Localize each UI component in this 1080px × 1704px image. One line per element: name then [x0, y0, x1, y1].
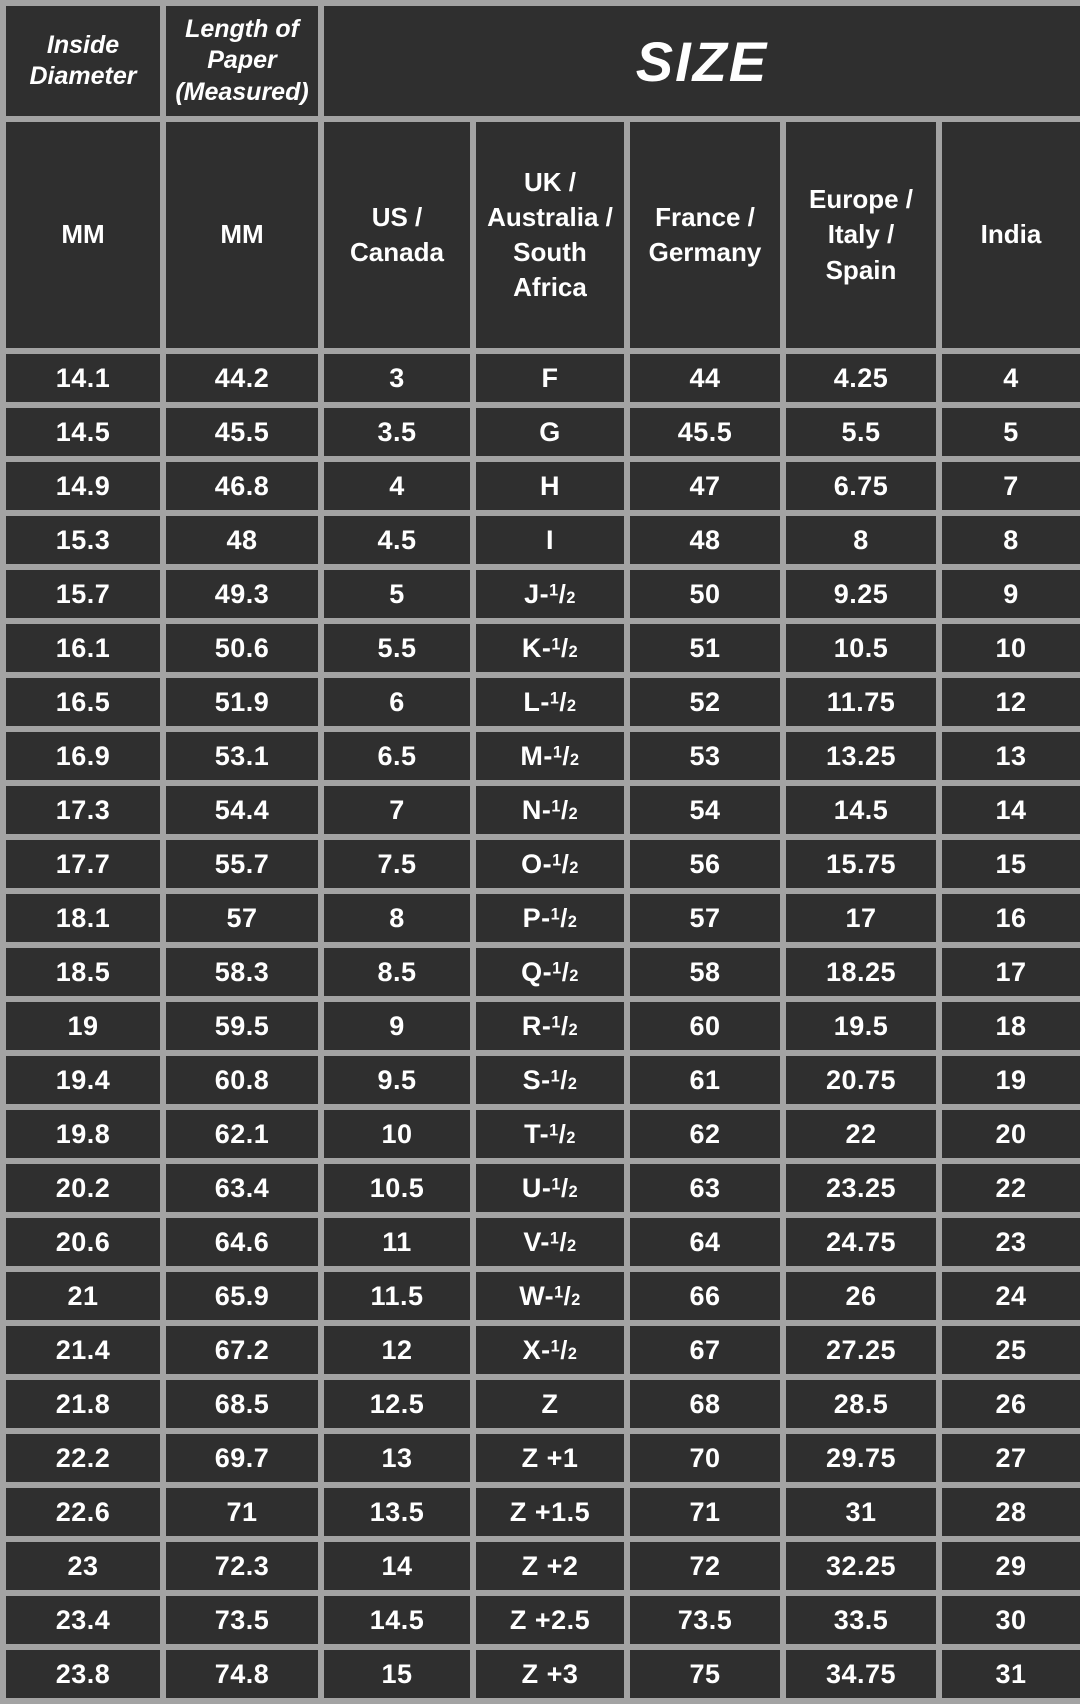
half-fraction: $^1$/2	[551, 1174, 579, 1203]
table-cell: 30	[939, 1593, 1080, 1647]
table-cell: 58.3	[163, 945, 321, 999]
table-cell: 14.9	[3, 459, 163, 513]
table-cell: 21.4	[3, 1323, 163, 1377]
column-header-inside-diameter-mm: MM	[3, 119, 163, 351]
half-fraction: $^1$/2	[549, 1120, 576, 1149]
table-cell: J-$^1$/2	[473, 567, 627, 621]
table-cell: G	[473, 405, 627, 459]
table-cell: X-$^1$/2	[473, 1323, 627, 1377]
table-cell: 73.5	[627, 1593, 783, 1647]
table-cell: U-$^1$/2	[473, 1161, 627, 1215]
table-cell: 7	[321, 783, 473, 837]
half-fraction: $^1$/2	[549, 1228, 577, 1257]
table-cell: 27	[939, 1431, 1080, 1485]
table-cell: 14.5	[321, 1593, 473, 1647]
table-cell: 19.4	[3, 1053, 163, 1107]
table-cell: 23	[3, 1539, 163, 1593]
table-cell: 22	[783, 1107, 939, 1161]
table-cell: 10	[321, 1107, 473, 1161]
table-cell: 21	[3, 1269, 163, 1323]
table-cell: 4	[321, 459, 473, 513]
table-cell: 14.5	[783, 783, 939, 837]
table-cell: 74.8	[163, 1647, 321, 1701]
table-cell: Z +1.5	[473, 1485, 627, 1539]
table-cell: O-$^1$/2	[473, 837, 627, 891]
table-cell: 10.5	[783, 621, 939, 675]
table-cell: 23.25	[783, 1161, 939, 1215]
table-cell: 13.5	[321, 1485, 473, 1539]
inside-diameter-group-header: Inside Diameter	[3, 3, 163, 119]
table-row	[3, 1323, 1080, 1377]
table-cell: 64.6	[163, 1215, 321, 1269]
table-cell: 5	[321, 567, 473, 621]
table-cell: 23.8	[3, 1647, 163, 1701]
table-cell: 72.3	[163, 1539, 321, 1593]
table-cell: V-$^1$/2	[473, 1215, 627, 1269]
table-cell: 63.4	[163, 1161, 321, 1215]
table-cell: 14	[939, 783, 1080, 837]
half-fraction: $^1$/2	[550, 1336, 578, 1365]
table-cell: 18.25	[783, 945, 939, 999]
table-cell: 11.5	[321, 1269, 473, 1323]
table-cell: K-$^1$/2	[473, 621, 627, 675]
table-cell: 48	[163, 513, 321, 567]
table-row	[3, 1053, 1080, 1107]
table-cell: 28.5	[783, 1377, 939, 1431]
table-cell: 53	[627, 729, 783, 783]
table-cell: P-$^1$/2	[473, 891, 627, 945]
table-cell: 72	[627, 1539, 783, 1593]
table-cell: 29	[939, 1539, 1080, 1593]
column-header-row	[3, 119, 1080, 351]
table-cell: 22	[939, 1161, 1080, 1215]
table-row	[3, 513, 1080, 567]
table-row	[3, 999, 1080, 1053]
table-cell: 12	[321, 1323, 473, 1377]
table-row	[3, 567, 1080, 621]
half-fraction: $^1$/2	[551, 796, 579, 825]
table-row	[3, 1161, 1080, 1215]
table-row	[3, 1107, 1080, 1161]
table-cell: 68	[627, 1377, 783, 1431]
table-row	[3, 1593, 1080, 1647]
size-group-header: SIZE	[321, 3, 1080, 119]
table-cell: 8	[783, 513, 939, 567]
table-row	[3, 783, 1080, 837]
table-cell: 60.8	[163, 1053, 321, 1107]
table-cell: 28	[939, 1485, 1080, 1539]
table-body	[3, 351, 1080, 1701]
table-cell: 10	[939, 621, 1080, 675]
table-cell: 13.25	[783, 729, 939, 783]
table-cell: 14.5	[3, 405, 163, 459]
column-header-europe-italy-spain: Europe / Italy / Spain	[783, 119, 939, 351]
table-row	[3, 1377, 1080, 1431]
table-cell: 18.5	[3, 945, 163, 999]
table-cell: 4.5	[321, 513, 473, 567]
table-cell: 27.25	[783, 1323, 939, 1377]
table-cell: M-$^1$/2	[473, 729, 627, 783]
table-cell: 3	[321, 351, 473, 405]
table-cell: 8	[321, 891, 473, 945]
table-cell: 14.1	[3, 351, 163, 405]
table-cell: W-$^1$/2	[473, 1269, 627, 1323]
table-cell: S-$^1$/2	[473, 1053, 627, 1107]
table-row	[3, 1215, 1080, 1269]
table-cell: 11.75	[783, 675, 939, 729]
table-cell: 9	[939, 567, 1080, 621]
table-cell: 16.9	[3, 729, 163, 783]
table-cell: 17.3	[3, 783, 163, 837]
table-cell: 9	[321, 999, 473, 1053]
table-cell: 16.1	[3, 621, 163, 675]
table-cell: 6.5	[321, 729, 473, 783]
table-cell: L-$^1$/2	[473, 675, 627, 729]
table-cell: 7.5	[321, 837, 473, 891]
table-cell: 63	[627, 1161, 783, 1215]
table-cell: 12.5	[321, 1377, 473, 1431]
table-cell: Z	[473, 1377, 627, 1431]
table-cell: 8.5	[321, 945, 473, 999]
table-cell: 16.5	[3, 675, 163, 729]
table-cell: 44	[627, 351, 783, 405]
half-fraction: $^1$/2	[554, 1282, 581, 1311]
table-cell: 15.3	[3, 513, 163, 567]
table-cell: 20.2	[3, 1161, 163, 1215]
table-cell: 50.6	[163, 621, 321, 675]
table-cell: 17	[783, 891, 939, 945]
table-cell: 71	[627, 1485, 783, 1539]
table-cell: 9.5	[321, 1053, 473, 1107]
table-cell: 21.8	[3, 1377, 163, 1431]
table-cell: Z +3	[473, 1647, 627, 1701]
table-cell: 4.25	[783, 351, 939, 405]
half-fraction: $^1$/2	[549, 580, 576, 609]
table-row	[3, 675, 1080, 729]
table-cell: 8	[939, 513, 1080, 567]
table-cell: 15	[321, 1647, 473, 1701]
table-cell: 52	[627, 675, 783, 729]
table-cell: 33.5	[783, 1593, 939, 1647]
table-row	[3, 1539, 1080, 1593]
table-cell: 5	[939, 405, 1080, 459]
table-cell: 70	[627, 1431, 783, 1485]
group-header-row	[3, 3, 1080, 119]
table-row	[3, 891, 1080, 945]
half-fraction: $^1$/2	[552, 742, 580, 771]
table-cell: 53.1	[163, 729, 321, 783]
column-header-paper-length-mm: MM	[163, 119, 321, 351]
table-cell: 26	[939, 1377, 1080, 1431]
column-header-france-germany: France / Germany	[627, 119, 783, 351]
table-cell: 15	[939, 837, 1080, 891]
table-row	[3, 1485, 1080, 1539]
table-row	[3, 1431, 1080, 1485]
table-cell: 62	[627, 1107, 783, 1161]
table-cell: 17.7	[3, 837, 163, 891]
table-row	[3, 729, 1080, 783]
table-cell: 4	[939, 351, 1080, 405]
table-cell: 18.1	[3, 891, 163, 945]
table-cell: 55.7	[163, 837, 321, 891]
table-cell: 24	[939, 1269, 1080, 1323]
half-fraction: $^1$/2	[551, 634, 579, 663]
table-cell: 19.8	[3, 1107, 163, 1161]
table-cell: 64	[627, 1215, 783, 1269]
table-row	[3, 621, 1080, 675]
table-cell: 73.5	[163, 1593, 321, 1647]
table-cell: 48	[627, 513, 783, 567]
table-cell: 13	[939, 729, 1080, 783]
table-cell: 46.8	[163, 459, 321, 513]
table-cell: 67	[627, 1323, 783, 1377]
table-cell: 7	[939, 459, 1080, 513]
table-cell: 26	[783, 1269, 939, 1323]
table-cell: 67.2	[163, 1323, 321, 1377]
table-row	[3, 351, 1080, 405]
table-cell: 25	[939, 1323, 1080, 1377]
table-row	[3, 945, 1080, 999]
table-cell: 69.7	[163, 1431, 321, 1485]
table-cell: 60	[627, 999, 783, 1053]
table-cell: 3.5	[321, 405, 473, 459]
table-row	[3, 459, 1080, 513]
table-cell: 19	[3, 999, 163, 1053]
table-row	[3, 405, 1080, 459]
table-cell: 71	[163, 1485, 321, 1539]
table-cell: Q-$^1$/2	[473, 945, 627, 999]
table-cell: 23	[939, 1215, 1080, 1269]
table-cell: 20.6	[3, 1215, 163, 1269]
table-cell: 58	[627, 945, 783, 999]
table-cell: 47	[627, 459, 783, 513]
table-row	[3, 837, 1080, 891]
table-cell: H	[473, 459, 627, 513]
table-cell: 31	[783, 1485, 939, 1539]
column-header-us-canada: US / Canada	[321, 119, 473, 351]
table-cell: Z +2.5	[473, 1593, 627, 1647]
table-cell: 19.5	[783, 999, 939, 1053]
table-cell: Z +2	[473, 1539, 627, 1593]
half-fraction: $^1$/2	[552, 958, 579, 987]
table-cell: 15.75	[783, 837, 939, 891]
table-row	[3, 1647, 1080, 1701]
table-cell: 51.9	[163, 675, 321, 729]
column-header-india: India	[939, 119, 1080, 351]
table-cell: 66	[627, 1269, 783, 1323]
table-cell: 18	[939, 999, 1080, 1053]
table-cell: 24.75	[783, 1215, 939, 1269]
table-cell: 22.6	[3, 1485, 163, 1539]
table-cell: 34.75	[783, 1647, 939, 1701]
table-cell: 75	[627, 1647, 783, 1701]
table-cell: T-$^1$/2	[473, 1107, 627, 1161]
table-cell: 45.5	[163, 405, 321, 459]
table-cell: F	[473, 351, 627, 405]
table-cell: N-$^1$/2	[473, 783, 627, 837]
table-cell: Z +1	[473, 1431, 627, 1485]
table-cell: 16	[939, 891, 1080, 945]
table-cell: 54.4	[163, 783, 321, 837]
table-cell: 51	[627, 621, 783, 675]
table-cell: 32.25	[783, 1539, 939, 1593]
paper-length-group-header: Length of Paper (Measured)	[163, 3, 321, 119]
table-cell: 17	[939, 945, 1080, 999]
table-cell: 54	[627, 783, 783, 837]
table-cell: 57	[627, 891, 783, 945]
table-cell: 14	[321, 1539, 473, 1593]
table-cell: 20	[939, 1107, 1080, 1161]
table-cell: 31	[939, 1647, 1080, 1701]
half-fraction: $^1$/2	[550, 1066, 578, 1095]
table-cell: 59.5	[163, 999, 321, 1053]
table-cell: 44.2	[163, 351, 321, 405]
table-cell: 61	[627, 1053, 783, 1107]
table-cell: 23.4	[3, 1593, 163, 1647]
table-cell: 49.3	[163, 567, 321, 621]
table-cell: 13	[321, 1431, 473, 1485]
table-cell: 65.9	[163, 1269, 321, 1323]
table-cell: 19	[939, 1053, 1080, 1107]
table-cell: 29.75	[783, 1431, 939, 1485]
table-row	[3, 1269, 1080, 1323]
table-cell: 56	[627, 837, 783, 891]
table-cell: 15.7	[3, 567, 163, 621]
table-cell: 20.75	[783, 1053, 939, 1107]
table-cell: I	[473, 513, 627, 567]
table-cell: 22.2	[3, 1431, 163, 1485]
table-cell: 5.5	[783, 405, 939, 459]
column-header-uk-australia-south-africa: UK / Australia / South Africa	[473, 119, 627, 351]
table-cell: 45.5	[627, 405, 783, 459]
half-fraction: $^1$/2	[549, 688, 577, 717]
table-cell: 68.5	[163, 1377, 321, 1431]
table-cell: 9.25	[783, 567, 939, 621]
table-cell: 57	[163, 891, 321, 945]
half-fraction: $^1$/2	[550, 904, 578, 933]
table-cell: 6	[321, 675, 473, 729]
half-fraction: $^1$/2	[552, 850, 579, 879]
table-cell: R-$^1$/2	[473, 999, 627, 1053]
table-cell: 10.5	[321, 1161, 473, 1215]
half-fraction: $^1$/2	[551, 1012, 579, 1041]
table-cell: 50	[627, 567, 783, 621]
table-cell: 11	[321, 1215, 473, 1269]
table-cell: 6.75	[783, 459, 939, 513]
table-header	[3, 3, 1080, 351]
table-cell: 5.5	[321, 621, 473, 675]
table-cell: 62.1	[163, 1107, 321, 1161]
table-cell: 12	[939, 675, 1080, 729]
